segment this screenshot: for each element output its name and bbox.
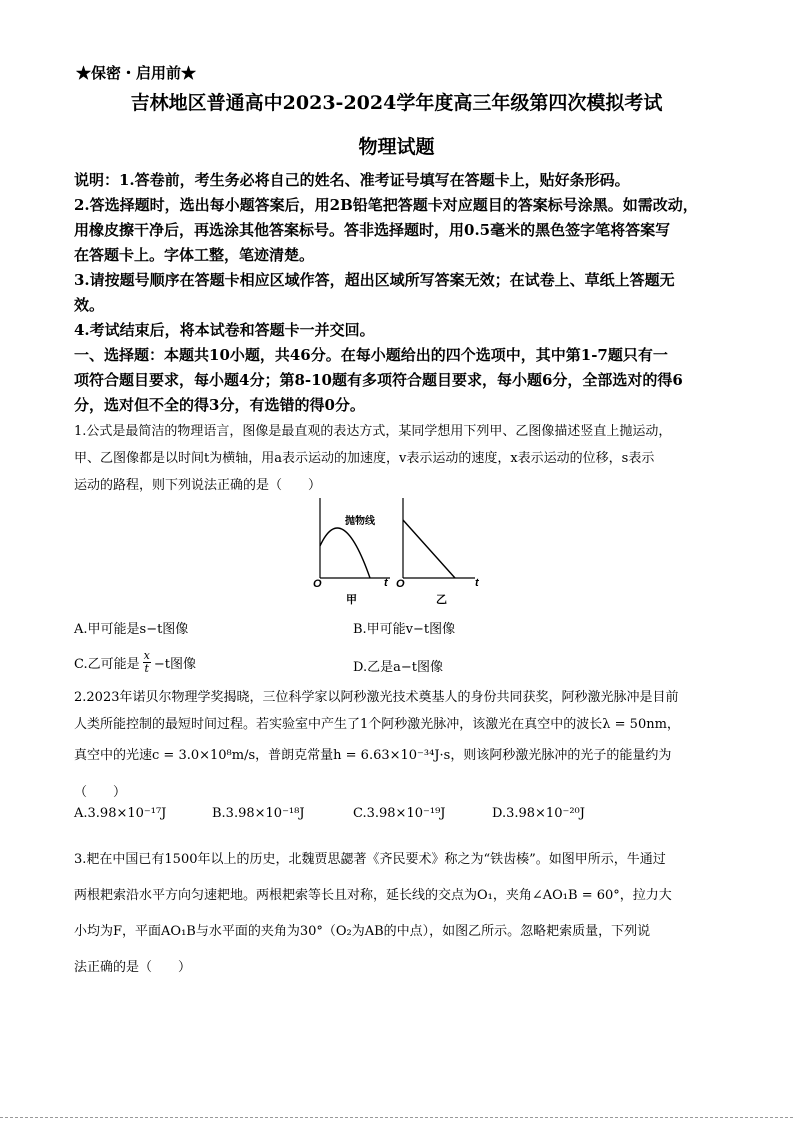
instruction-line: 在答题卡上。字体工整，笔迹清楚。 bbox=[74, 246, 315, 264]
q1-option-c bbox=[74, 650, 196, 675]
section-heading-line: 一、选择题：本题共10小题，共46分。在每小题给出的四个选项中，其中第1-7题只有一 bbox=[74, 346, 668, 364]
question-line: （ ） bbox=[74, 785, 127, 800]
page-bottom-divider bbox=[0, 1117, 793, 1118]
question-1-stem bbox=[74, 418, 734, 499]
question-line: 人类所能控制的最短时间过程。若实验室中产生了1个阿秒激光脉冲，该激光在真空中的波长λ = 50nm， bbox=[74, 717, 680, 732]
question-line: 甲、乙图像都是以时间t为横轴，用a表示运动的加速度，v表示运动的速度，x表示运动的位移，s表示 bbox=[74, 451, 655, 466]
q1-option-b: B.甲可能v−t图像 bbox=[353, 622, 456, 637]
graph-yi-t-label: t bbox=[475, 577, 479, 589]
q2-option-d: D.3.98×10⁻²⁰J bbox=[492, 806, 585, 821]
graph-jia-t-label: t bbox=[384, 577, 388, 589]
graph-jia-parabola bbox=[320, 528, 370, 578]
question-line: 两根耙索沿水平方向匀速耙地。两根耙索等长且对称，延长线的交点为O₁，夹角∠AO₁B = 60°，拉力大 bbox=[74, 888, 672, 903]
q1-option-c-prefix: C.乙可能是 bbox=[74, 657, 140, 672]
instructions bbox=[74, 168, 724, 418]
instruction-line: 说明：1.答卷前，考生务必将自己的姓名、准考证号填写在答题卡上，贴好条形码。 bbox=[74, 171, 630, 189]
instruction-line: 用橡皮擦干净后，再选涂其他答案标号。答非选择题时，用0.5毫米的黑色签字笔将答案写 bbox=[74, 221, 671, 239]
graph-jia-label: 甲 bbox=[346, 594, 357, 606]
instruction-line: 效。 bbox=[74, 296, 105, 314]
question-line: 运动的路程，则下列说法正确的是（ ） bbox=[74, 478, 322, 493]
exam-title: 吉林地区普通高中2023-2024学年度高三年级第四次模拟考试 bbox=[130, 92, 663, 114]
question-line: 法正确的是（ ） bbox=[74, 960, 192, 975]
question-2-stem bbox=[74, 684, 734, 806]
q2-option-c: C.3.98×10⁻¹⁹J bbox=[353, 806, 446, 821]
q2-option-a: A.3.98×10⁻¹⁷J bbox=[74, 806, 167, 821]
question-line: 1.公式是最简洁的物理语言，图像是最直观的表达方式，某同学想用下列甲、乙图像描述竖直上抛运动， bbox=[74, 424, 672, 439]
confidential-mark: ★保密・启用前★ bbox=[76, 64, 197, 82]
question-line: 真空中的光速c = 3.0×10⁸m/s，普朗克常量h = 6.63×10⁻³⁴J·s，则该阿秒激光脉冲的光子的能量约为 bbox=[74, 748, 672, 763]
instruction-line: 3.请按题号顺序在答题卡相应区域作答，超出区域所写答案无效；在试卷上、草纸上答题无 bbox=[74, 271, 675, 289]
q2-option-b: B.3.98×10⁻¹⁸J bbox=[212, 806, 305, 821]
question-line: 3.耙在中国已有1500年以上的历史，北魏贾思勰著《齐民要术》称之为“铁齿楱”。如图甲所示，牛通过 bbox=[74, 852, 666, 867]
section-heading-line: 项符合题目要求，每小题4分；第8-10题有多项符合题目要求，每小题6分，全部选对的得6 bbox=[74, 371, 683, 389]
question-line: 2.2023年诺贝尔物理学奖揭晓，三位科学家以阿秒激光技术奠基人的身份共同获奖，阿秒激光脉冲是目前 bbox=[74, 690, 679, 705]
graph-yi-line bbox=[403, 520, 455, 578]
question-3-stem bbox=[74, 842, 734, 986]
section-heading-line: 分，选对但不全的得3分，有选错的得0分。 bbox=[74, 396, 365, 414]
fraction-x-over-t bbox=[143, 650, 151, 675]
q1-option-c-suffix: −t图像 bbox=[153, 657, 196, 672]
graph-yi-origin: O bbox=[396, 578, 405, 590]
q1-option-a: A.甲可能是s−t图像 bbox=[74, 622, 189, 637]
graph-jia-origin: O bbox=[313, 578, 322, 590]
question-line: 小均为F，平面AO₁B与水平面的夹角为30°（O₂为AB的中点），如图乙所示。忽略耙索质量，下列说 bbox=[74, 924, 651, 939]
fraction-numerator: x bbox=[143, 649, 150, 662]
fraction-denominator: t bbox=[144, 662, 149, 675]
instruction-line: 4.考试结束后，将本试卷和答题卡一并交回。 bbox=[74, 321, 375, 339]
exam-subject: 物理试题 bbox=[358, 136, 435, 158]
graph-yi-label: 乙 bbox=[436, 594, 447, 606]
parabola-label: 抛物线 bbox=[345, 516, 375, 527]
q1-option-d: D.乙是a−t图像 bbox=[353, 660, 443, 675]
question-1-graphs bbox=[300, 488, 500, 606]
instruction-line: 2.答选择题时，选出每小题答案后，用2B铅笔把答题卡对应题目的答案标号涂黑。如需改动， bbox=[74, 196, 698, 214]
